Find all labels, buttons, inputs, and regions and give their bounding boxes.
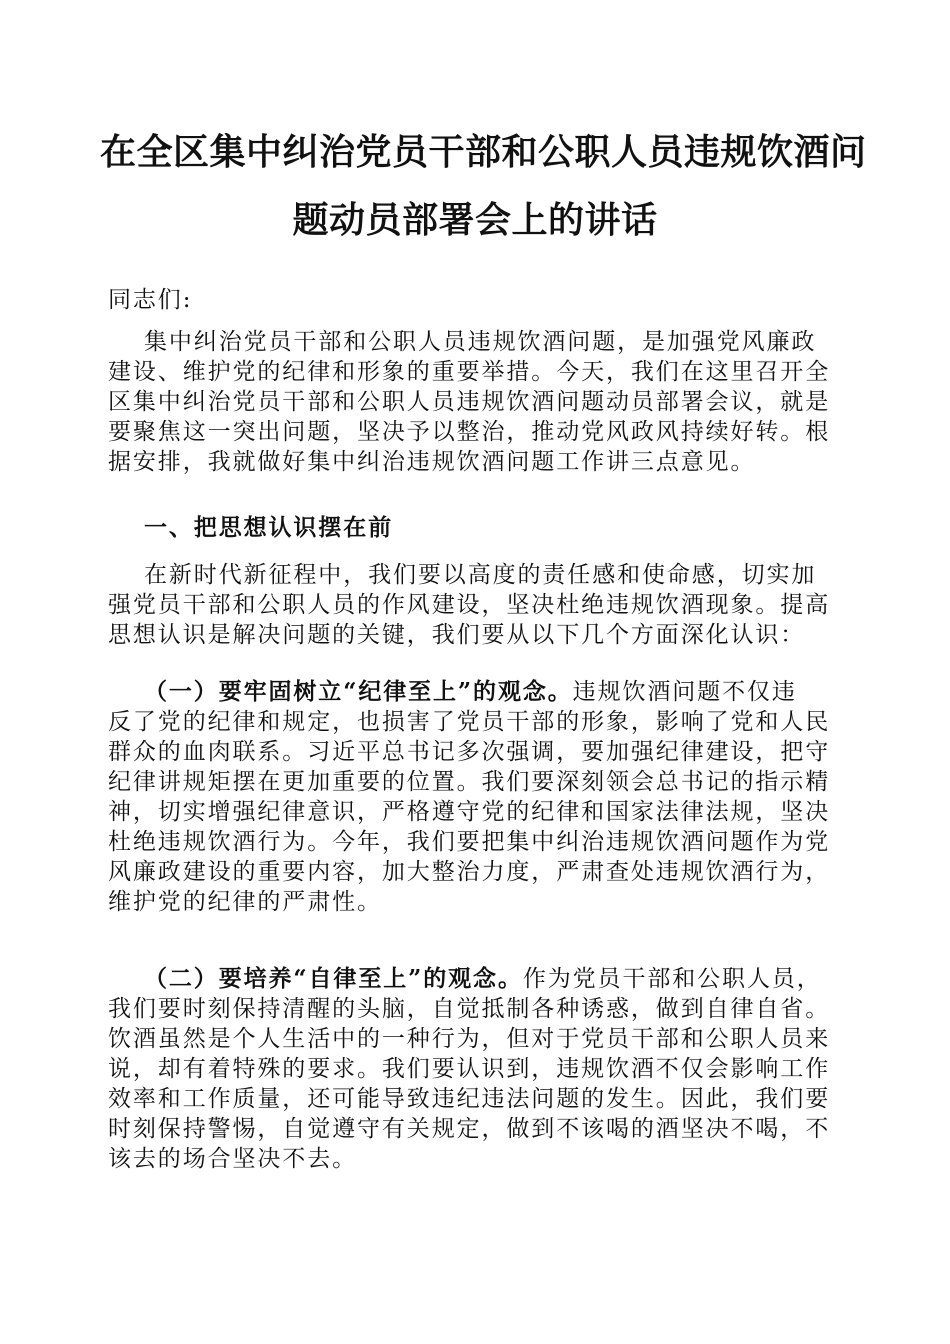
paragraph-line: 要聚焦这一突出问题，坚决予以整治，推动党风政风持续好转。根 [108, 419, 831, 445]
paragraph-line: 效率和工作质量，还可能导致违纪违法问题的发生。因此，我们要 [108, 1086, 831, 1112]
paragraph-line: 时刻保持警惕，自觉遵守有关规定，做到不该喝的酒坚决不喝，不 [108, 1116, 831, 1142]
paragraph-line: 说，却有着特殊的要求。我们要认识到，违规饮酒不仅会影响工作 [108, 1056, 831, 1082]
paragraph-line: 据安排，我就做好集中纠治违规饮酒问题工作讲三点意见。 [108, 449, 756, 475]
paragraph-line: 维护党的纪律的严肃性。 [108, 889, 382, 915]
intro-paragraph [108, 327, 848, 477]
point-2-paragraph [108, 964, 848, 1174]
point-1-first-line-text: 违规饮酒问题不仅违 [572, 679, 797, 705]
document-title-line-1: 在全区集中纠治党员干部和公职人员违规饮酒问 [100, 132, 867, 173]
point-1-paragraph [108, 677, 848, 917]
point-2-lead: （二）要培养“自律至上”的观念。 [144, 965, 523, 992]
paragraph-line: 风廉政建设的重要内容，加大整治力度，严肃查处违规饮酒行为， [108, 859, 831, 885]
greeting: 同志们: [108, 287, 193, 313]
paragraph-line: 建设、维护党的纪律和形象的重要举措。今天，我们在这里召开全 [108, 359, 831, 385]
paragraph-line: 饮酒虽然是个人生活中的一种行为，但对于党员干部和公职人员来 [108, 1026, 831, 1052]
point-2-first-line-text: 作为党员干部和公职人员， [522, 966, 822, 992]
section-heading-1: 一、把思想认识摆在前 [144, 514, 393, 541]
paragraph-line: 该去的场合坚决不去。 [108, 1146, 357, 1172]
paragraph-line: 思想认识是解决问题的关键，我们要从以下几个方面深化认识： [108, 622, 806, 648]
paragraph-line: 强党员干部和公职人员的作风建设，坚决杜绝违规饮酒现象。提高 [108, 592, 831, 618]
document-title-line-2: 题动员部署会上的讲话 [292, 200, 658, 241]
paragraph-line: 反了党的纪律和规定，也损害了党员干部的形象，影响了党和人民 [108, 709, 831, 735]
paragraph-line: 神，切实增强纪律意识，严格遵守党的纪律和国家法律法规，坚决 [108, 799, 831, 825]
section-intro-paragraph [108, 560, 848, 650]
paragraph-line: 群众的血肉联系。习近平总书记多次强调，要加强纪律建设，把守 [108, 739, 831, 765]
paragraph-line: 在新时代新征程中，我们要以高度的责任感和使命感，切实加 [144, 562, 817, 588]
paragraph-line: 我们要时刻保持清醒的头脑，自觉抵制各种诱惑，做到自律自省。 [108, 996, 831, 1022]
paragraph-line: 杜绝违规饮酒行为。今年，我们要把集中纠治违规饮酒问题作为党 [108, 829, 831, 855]
point-1-lead: （一）要牢固树立“纪律至上”的观念。 [144, 678, 573, 705]
paragraph-line: 集中纠治党员干部和公职人员违规饮酒问题，是加强党风廉政 [144, 329, 817, 355]
paragraph-line: 纪律讲规矩摆在更加重要的位置。我们要深刻领会总书记的指示精 [108, 769, 831, 795]
paragraph-line: 区集中纠治党员干部和公职人员违规饮酒问题动员部署会议，就是 [108, 389, 831, 415]
paragraph-line [108, 964, 848, 994]
paragraph-line [108, 677, 848, 707]
